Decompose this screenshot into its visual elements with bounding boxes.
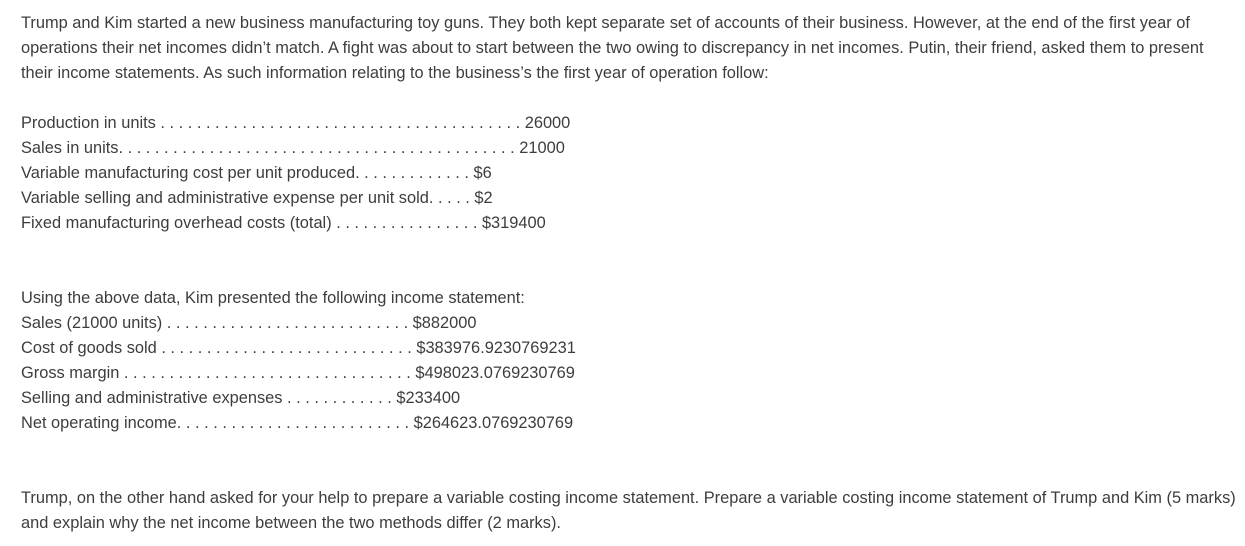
kim-line-gross-margin: Gross margin . . . . . . . . . . . . . . . . . . . . . . . . . . . . . . . . $498023.0769230769 — [21, 364, 575, 382]
data-line-fixed-overhead: Fixed manufacturing overhead costs (total) . . . . . . . . . . . . . . . . $319400 — [21, 214, 546, 232]
kim-line-net-operating-income: Net operating income. . . . . . . . . . . . . . . . . . . . . . . . . . $264623.0769230769 — [21, 414, 574, 432]
data-line-variable-manufacturing-cost: Variable manufacturing cost per unit produced. . . . . . . . . . . . . $6 — [21, 164, 492, 182]
question-paragraph: Trump, on the other hand asked for your help to prepare a variable costing income statement. Prepare a variable costing income statement of Trump and Kim (5 marks) and explain why the net income between the two methods differ (2 marks). — [21, 489, 1236, 532]
intro-paragraph: Trump and Kim started a new business manufacturing toy guns. They both kept separate set of accounts of their business. However, at the end of the first year of operations their net incomes didn’t match. A fight was about to start between the two owing to discrepancy in net incomes. Putin, their friend, asked them to present their income statements. As such information relating to the business’s the first year of operation follow: — [21, 14, 1204, 82]
kim-line-selling-admin-expenses: Selling and administrative expenses . . . . . . . . . . . . $233400 — [21, 389, 461, 407]
data-line-production: Production in units . . . . . . . . . . . . . . . . . . . . . . . . . . . . . . . . . . . . . . . . 26000 — [21, 114, 571, 132]
kim-line-sales: Sales (21000 units) . . . . . . . . . . . . . . . . . . . . . . . . . . . $882000 — [21, 314, 477, 332]
data-line-variable-selling-admin: Variable selling and administrative expense per unit sold. . . . . $2 — [21, 189, 493, 207]
kim-statement-heading: Using the above data, Kim presented the following income statement: — [21, 289, 525, 307]
kim-line-cost-of-goods-sold: Cost of goods sold . . . . . . . . . . . . . . . . . . . . . . . . . . . . $383976.9230769231 — [21, 339, 576, 357]
data-line-sales-units: Sales in units. . . . . . . . . . . . . . . . . . . . . . . . . . . . . . . . . . . . . . . . . . . . 21000 — [21, 139, 565, 157]
